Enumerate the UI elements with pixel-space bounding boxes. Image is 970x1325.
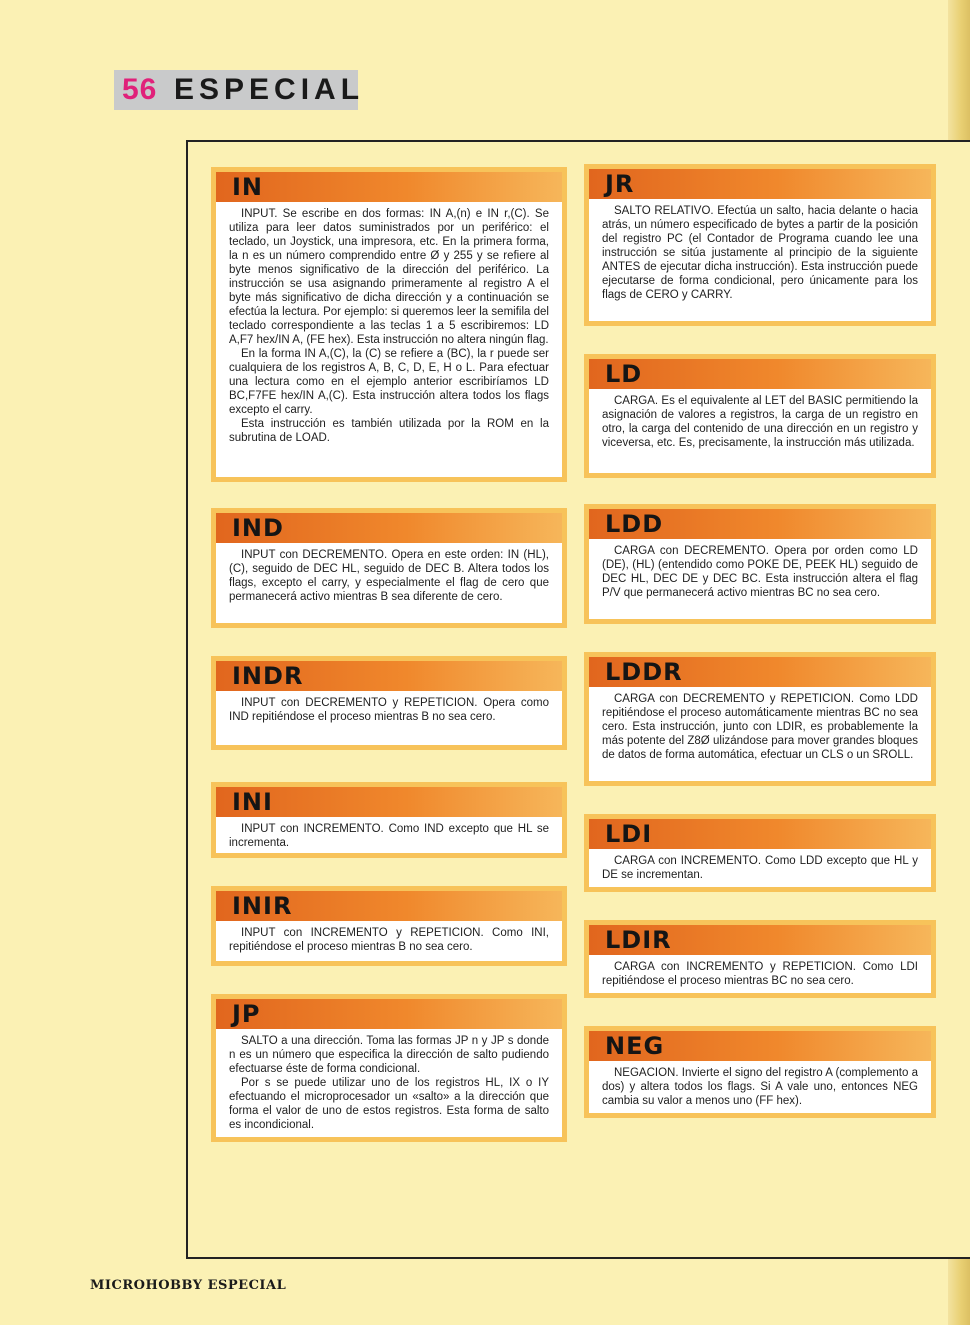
entry-indr (211, 656, 567, 750)
entry-body (229, 207, 549, 445)
entry-paragraph: NEGACION. Invierte el signo del registro A (complemento a dos) y altera todos los flags. Si A vale uno, entonces NEG cambia su valor a menos uno (FF hex). (602, 1067, 918, 1107)
entry-title-band (216, 513, 562, 543)
entry-title: LDIR (605, 926, 672, 954)
entry-title-band (589, 509, 931, 539)
entry-title: IND (232, 514, 284, 542)
entry-title-band (216, 787, 562, 817)
entry-ind (211, 508, 567, 628)
entry-paragraph: INPUT con DECREMENTO. Opera en este orden: IN (HL), (C), seguido de DEC HL, seguido de DEC B. Altera todos los flags, excepto el carry, y especialmente el flag de cero que permanecerá activo mientras B sea diferente de cero. (229, 549, 549, 603)
entry-paragraph: En la forma IN A,(C), la (C) se refiere a (BC), la r puede ser cualquiera de los registros A, B, C, D, E, H o L. Para efectuar una lectura como en el ejemplo anterior escribiríamos LD BC,F7FE hex/IN A,(C). Esta instrucción altera todos los flags excepto el carry. (229, 348, 549, 416)
entry-body (229, 1034, 549, 1132)
magazine-footer: MICROHOBBY ESPECIAL (90, 1278, 287, 1293)
entry-title: LDD (605, 510, 664, 538)
entry-title: INDR (232, 662, 304, 690)
entry-paragraph: SALTO a una dirección. Toma las formas JP n y JP s donde n es un número que especifica la dirección de salto pudiendo efectuarse éste de forma condicional. (229, 1035, 549, 1075)
entry-jp (211, 994, 567, 1142)
entry-paragraph: CARGA con INCREMENTO y REPETICION. Como LDI repitiéndose el proceso mientras BC no sea cero. (602, 961, 918, 987)
page-number: 56 (122, 73, 158, 106)
entry-body (602, 960, 918, 988)
entry-body (602, 854, 918, 882)
entry-title: JP (232, 1000, 261, 1028)
entry-lddr (584, 652, 936, 786)
entry-ld (584, 354, 936, 478)
entry-paragraph: SALTO RELATIVO. Efectúa un salto, hacia delante o hacia atrás, un número especificado de bytes a partir de la posición del registro PC (el Contador de Programa cuando lee una instrucción se sitúa justamente al principio de la siguiente ANTES de ejecutar dicha instrucción). Esta instrucción puede ejecutarse de forma condicional, pero únicamente para los flags de CERO y CARRY. (602, 205, 918, 301)
entry-title-band (589, 819, 931, 849)
entry-title-band (216, 172, 562, 202)
entry-title: INI (232, 788, 273, 816)
entry-title: INIR (232, 892, 293, 920)
entry-paragraph: INPUT. Se escribe en dos formas: IN A,(n) e IN r,(C). Se utiliza para leer datos suministrados por un periférico: el teclado, un Joystick, una impresora, etc. En la primera forma, la n es un número comprendido entre Ø y 255 y se refiere al byte menos significativo de la dirección del periférico. La instrucción se usa asignando primeramente al registro A el byte más significativo de dicha dirección y a continuación se efectúa la lectura. Por ejemplo: si queremos leer la semifila del teclado correspondiente a las teclas 1 a 5 escribiremos: LD A,F7 hex/IN A, (FE hex). Esta instrucción no altera ningún flag. (229, 208, 549, 346)
entry-title: LD (605, 360, 643, 388)
entry-body (602, 394, 918, 450)
entry-ldd (584, 504, 936, 624)
entry-ldi (584, 814, 936, 892)
entry-paragraph: INPUT con DECREMENTO y REPETICION. Opera como IND repitiéndose el proceso mientras B no sea cero. (229, 697, 549, 723)
entry-body (229, 696, 549, 724)
entry-body (229, 822, 549, 850)
entry-paragraph: INPUT con INCREMENTO y REPETICION. Como INI, repitiéndose el proceso mientras B no sea cero. (229, 927, 549, 953)
entry-title-band (216, 661, 562, 691)
entry-body (602, 544, 918, 600)
section-title: ESPECIAL (174, 73, 365, 106)
entry-body (229, 548, 549, 604)
entry-title-band (589, 925, 931, 955)
entry-paragraph: INPUT con INCREMENTO. Como IND excepto que HL se incrementa. (229, 823, 549, 849)
entry-title: JR (605, 170, 635, 198)
entry-title: LDI (605, 820, 653, 848)
entry-body (602, 692, 918, 762)
entry-title-band (589, 1031, 931, 1061)
entry-inir (211, 886, 567, 966)
entry-in (211, 167, 567, 482)
entry-title-band (589, 657, 931, 687)
page-header (114, 70, 365, 110)
entry-paragraph: CARGA con DECREMENTO y REPETICION. Como LDD repitiéndose el proceso automáticamente mientras BC no sea cero. Esta instrucción, junto con LDIR, es probablemente la más potente del Z8Ø ulizándose para mover grandes bloques de datos de forma automática, efectuar un CLS o un SROLL. (602, 693, 918, 761)
entry-paragraph: Por s se puede utilizar uno de los registros HL, IX o IY efectuando el microprocesador un «salto» a la dirección que forma el valor de uno de estos registros. Esta forma de salto es incondicional. (229, 1077, 549, 1131)
entry-body (602, 204, 918, 302)
entry-paragraph: CARGA con DECREMENTO. Opera por orden como LD (DE), (HL) (entendido como POKE DE, PEEK HL) seguido de DEC HL, DEC DE y DEC BC. Esta instrucción altera el flag P/V que permanecerá activo mientras BC no sea cero. (602, 545, 918, 599)
entry-title-band (589, 169, 931, 199)
entry-title-band (216, 891, 562, 921)
entry-paragraph: Esta instrucción es también utilizada por la ROM en la subrutina de LOAD. (229, 418, 549, 444)
entry-body (229, 926, 549, 954)
entry-title: NEG (605, 1032, 665, 1060)
entry-neg (584, 1026, 936, 1118)
entry-ini (211, 782, 567, 858)
entry-paragraph: CARGA. Es el equivalente al LET del BASIC permitiendo la asignación de valores a registros, la carga de un registro en otro, la carga del contenido de una dirección en un registro y viceversa, etc. Es, precisamente, la instrucción más utilizada. (602, 395, 918, 449)
entry-ldir (584, 920, 936, 998)
entry-jr (584, 164, 936, 326)
entry-title: LDDR (605, 658, 683, 686)
entry-body (602, 1066, 918, 1108)
entry-title: IN (232, 173, 264, 201)
entry-title-band (216, 999, 562, 1029)
entry-title-band (589, 359, 931, 389)
entry-paragraph: CARGA con INCREMENTO. Como LDD excepto que HL y DE se incrementan. (602, 855, 918, 881)
